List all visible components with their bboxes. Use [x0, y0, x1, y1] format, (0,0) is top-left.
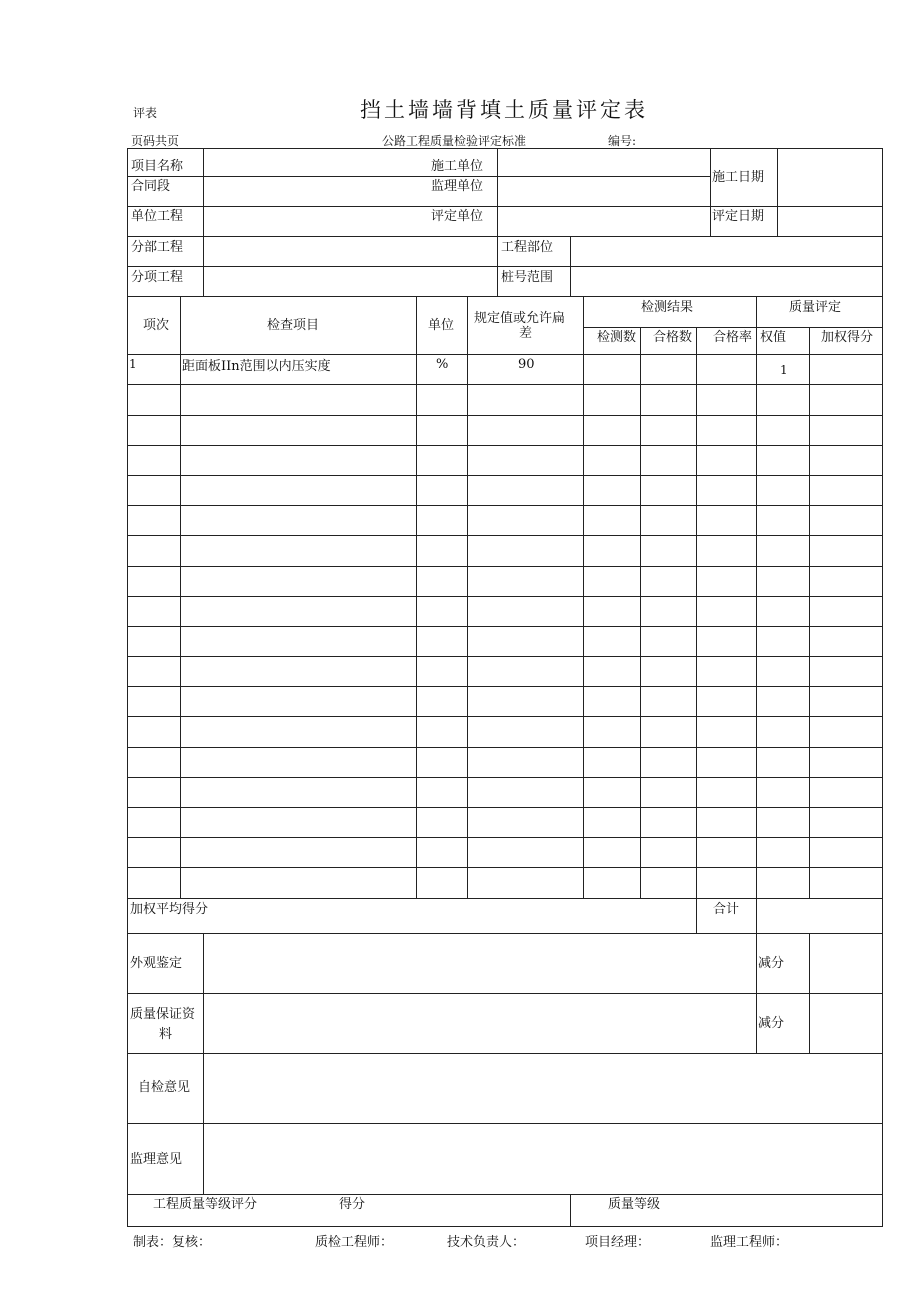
- page-title: 挡土墙墙背填土质量评定表: [360, 98, 648, 122]
- quality-docs-label-cont: 料: [159, 1027, 173, 1042]
- evaluation-table: [127, 148, 883, 1227]
- col-no: 项次: [143, 318, 170, 333]
- col-item: 检查项目: [267, 318, 320, 333]
- col-passed: 合格数: [653, 330, 693, 345]
- supervision-label: 监理意见: [130, 1152, 183, 1167]
- appearance-label: 外观鉴定: [130, 956, 183, 971]
- score-label: 得分: [339, 1197, 366, 1212]
- quality-docs-label: 质量保证资: [130, 1007, 196, 1022]
- grade-score-label: 工程质量等级评分: [153, 1197, 258, 1212]
- deduct-label-2: 减分: [758, 1016, 785, 1031]
- grade-label: 质量等级: [608, 1197, 661, 1212]
- self-check-label: 自检意见: [138, 1080, 191, 1095]
- station-range-label: 桩号范围: [501, 270, 554, 285]
- row1-item: 距面板IIn范围以内压实度: [182, 359, 331, 374]
- constructor-label: 施工单位: [431, 159, 484, 174]
- deduct-label-1: 减分: [758, 956, 785, 971]
- row1-no: 1: [129, 357, 137, 371]
- col-spec: 规定值或允许扁: [474, 311, 566, 326]
- row1-unit: %: [436, 357, 449, 372]
- footer-supervising-engineer: 监理工程师：: [710, 1235, 789, 1250]
- project-name-label: 项目名称: [131, 159, 184, 174]
- form-tag: 评表: [133, 106, 158, 120]
- standard-name: 公路工程质量检验评定标准: [382, 134, 527, 148]
- supervisor-label: 监理单位: [431, 179, 484, 194]
- col-score: 加权得分: [821, 330, 874, 345]
- evaluator-label: 评定单位: [431, 209, 484, 224]
- col-weight: 权值: [760, 330, 787, 345]
- unit-work-label: 单位工程: [131, 209, 184, 224]
- col-rate: 合格率: [713, 330, 753, 345]
- work-part-label: 工程部位: [501, 240, 554, 255]
- code-label: 编号:: [608, 134, 637, 148]
- total-label: 合计: [713, 902, 740, 917]
- footer-manager: 项目经理：: [585, 1235, 651, 1250]
- build-date-label: 施工日期: [712, 170, 765, 185]
- footer-maker: 制表：复核：: [133, 1235, 212, 1250]
- weighted-avg-label: 加权平均得分: [130, 902, 209, 917]
- row1-spec: 90: [518, 357, 535, 372]
- page-info: 页码共页: [131, 134, 180, 148]
- col-count: 检测数: [597, 330, 637, 345]
- contract-label: 合同段: [131, 179, 171, 194]
- footer-inspector: 质检工程师：: [315, 1235, 394, 1250]
- eval-date-label: 评定日期: [712, 209, 765, 224]
- subitem-label: 分项工程: [131, 270, 184, 285]
- row1-weight: 1: [780, 363, 788, 377]
- col-spec-cont: 差: [519, 326, 533, 341]
- col-result: 检测结果: [641, 300, 694, 315]
- footer-tech: 技术负责人：: [447, 1235, 526, 1250]
- col-quality: 质量评定: [789, 300, 842, 315]
- division-label: 分部工程: [131, 240, 184, 255]
- col-unit: 单位: [428, 318, 455, 333]
